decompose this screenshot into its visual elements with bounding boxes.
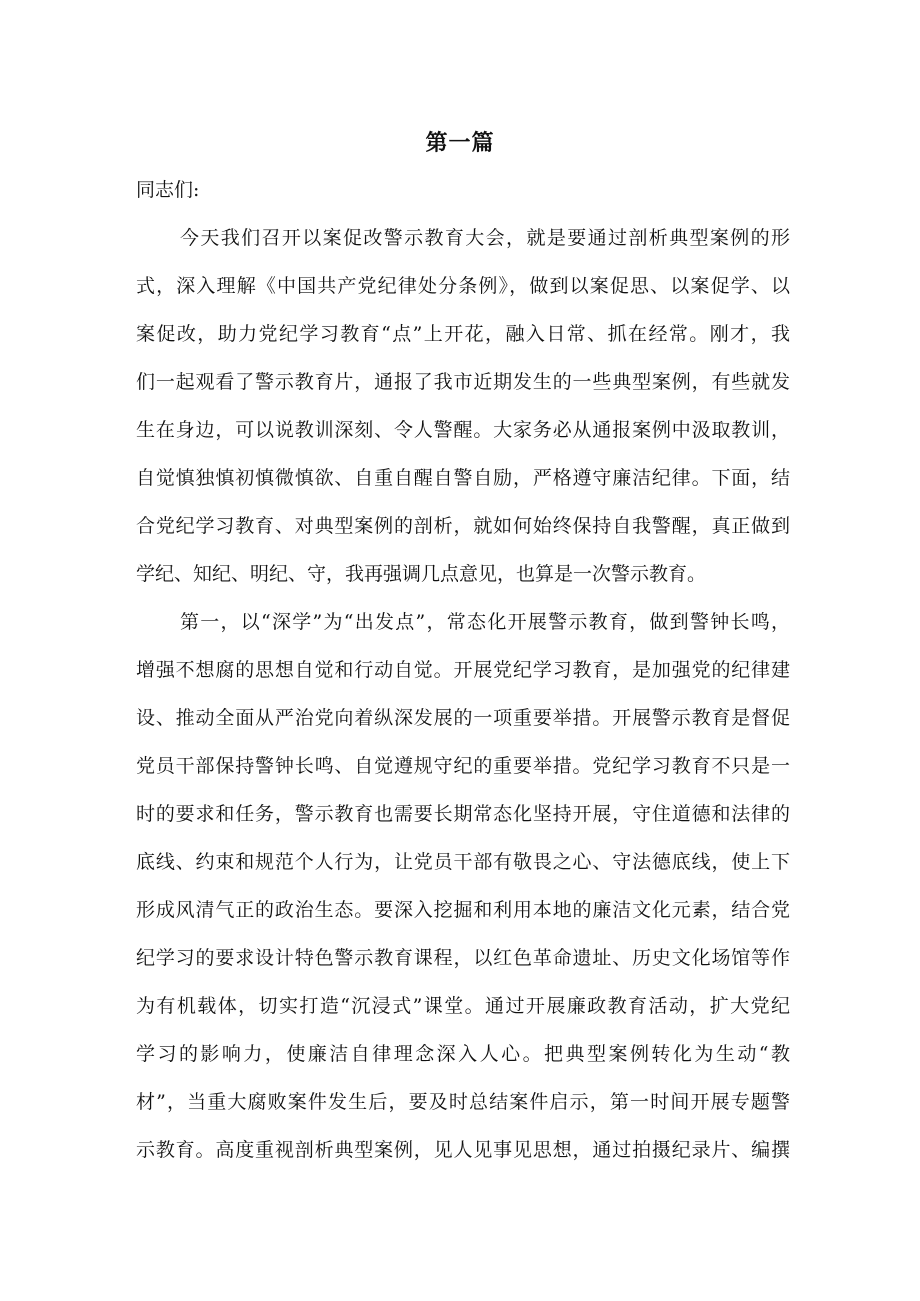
paragraph-2-line-6: 底线、约束和规范个人行为，让党员干部有敬畏之心、守法德底线，使上下 — [136, 851, 790, 873]
paragraph-2-line-8: 纪学习的要求设计特色警示教育课程，以红色革命遗址、历史文化场馆等作 — [136, 947, 790, 969]
paragraph-2-line-7: 形成风清气正的政治生态。要深入挖掘和利用本地的廉洁文化元素，结合党 — [136, 899, 790, 921]
paragraph-1-line-7: 合党纪学习教育、对典型案例的剖析，就如何始终保持自我警醒，真正做到 — [136, 515, 790, 537]
paragraph-1-line-4: 们一起观看了警示教育片，通报了我市近期发生的一些典型案例，有些就发 — [136, 371, 790, 393]
paragraph-1-line-2: 式，深入理解《中国共产党纪律处分条例》，做到以案促思、以案促学、以 — [136, 275, 790, 297]
paragraph-1-line-8: 学纪、知纪、明纪、守，我再强调几点意见，也算是一次警示教育。 — [136, 563, 707, 585]
paragraph-1-line-1: 今天我们召开以案促改警示教育大会，就是要通过剖析典型案例的形 — [180, 227, 790, 249]
paragraph-2-line-5: 时的要求和任务，警示教育也需要长期常态化坚持开展，守住道德和法律的 — [136, 803, 790, 825]
paragraph-2-line-3: 设、推动全面从严治党向着纵深发展的一项重要举措。开展警示教育是督促 — [136, 707, 790, 729]
paragraph-2-line-2: 增强不想腐的思想自觉和行动自觉。开展党纪学习教育，是加强党的纪律建 — [136, 659, 790, 681]
paragraph-2-line-12: 示教育。高度重视剖析典型案例，见人见事见思想，通过拍摄纪录片、编撰 — [136, 1139, 790, 1161]
paragraph-2-line-1: 第一，以“深学”为“出发点”，常态化开展警示教育，做到警钟长鸣， — [180, 611, 790, 633]
page-title: 第一篇 — [425, 131, 495, 156]
paragraph-2-line-11: 材”，当重大腐败案件发生后，要及时总结案件启示，第一时间开展专题警 — [136, 1091, 790, 1113]
paragraph-1-line-3: 案促改，助力党纪学习教育“点”上开花，融入日常、抓在经常。刚才，我 — [136, 323, 790, 345]
paragraph-1-line-6: 自觉慎独慎初慎微慎欲、自重自醒自警自励，严格遵守廉洁纪律。下面，结 — [136, 467, 790, 489]
paragraph-2-line-4: 党员干部保持警钟长鸣、自觉遵规守纪的重要举措。党纪学习教育不只是一 — [136, 755, 790, 777]
paragraph-1-line-5: 生在身边，可以说教训深刻、令人警醒。大家务必从通报案例中汲取教训， — [136, 419, 790, 441]
salutation: 同志们: — [136, 179, 200, 201]
paragraph-2-line-9: 为有机载体，切实打造“沉浸式”课堂。通过开展廉政教育活动，扩大党纪 — [136, 995, 790, 1017]
paragraph-2-line-10: 学习的影响力，使廉洁自律理念深入人心。把典型案例转化为生动“教 — [136, 1043, 790, 1065]
